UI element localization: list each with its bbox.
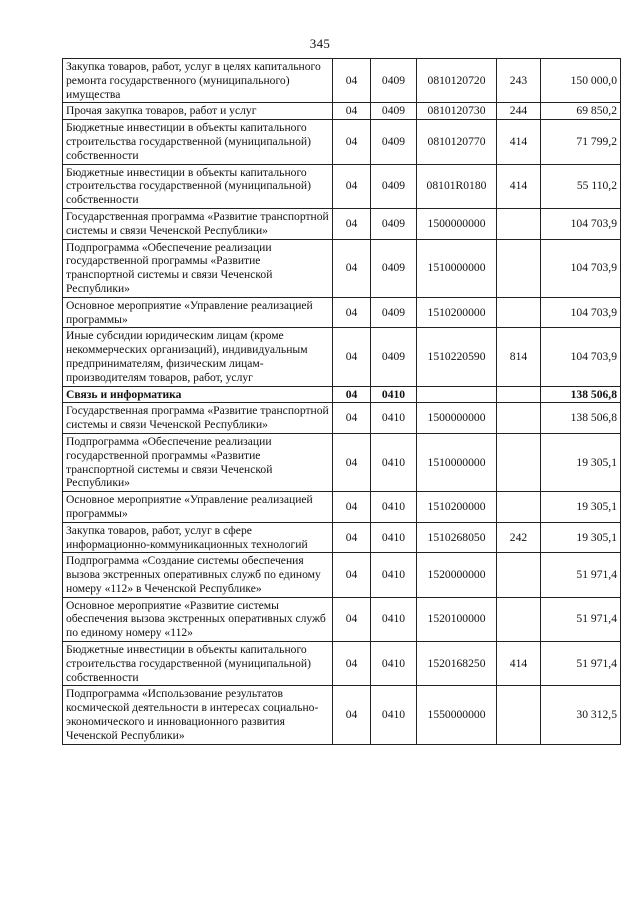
amount-cell: 19 305,1 — [541, 522, 621, 553]
section-code-cell: 04 — [333, 164, 371, 208]
table-row — [63, 492, 621, 523]
row-name-cell: Бюджетные инвестиции в объекты капитального строительства государственной (муниципальной) собственности — [63, 642, 333, 686]
row-name-cell: Иные субсидии юридическим лицам (кроме некоммерческих организаций), индивидуальным предпринимателям, физическим лицам-производителям товаров, работ, услуг — [63, 328, 333, 386]
expense-type-cell — [497, 597, 541, 641]
table-row — [63, 522, 621, 553]
subsection-code-cell: 0409 — [371, 103, 417, 120]
expense-type-cell — [497, 386, 541, 403]
subsection-code-cell: 0410 — [371, 522, 417, 553]
expense-type-cell — [497, 208, 541, 239]
amount-cell: 104 703,9 — [541, 239, 621, 297]
row-name-cell: Подпрограмма «Создание системы обеспечения вызова экстренных оперативных служб по единому номеру «112» в Чеченской Республике» — [63, 553, 333, 597]
expense-type-cell: 242 — [497, 522, 541, 553]
expense-type-cell: 814 — [497, 328, 541, 386]
table-row — [63, 403, 621, 434]
subsection-code-cell: 0410 — [371, 492, 417, 523]
amount-cell: 55 110,2 — [541, 164, 621, 208]
amount-cell: 104 703,9 — [541, 208, 621, 239]
subsection-code-cell: 0410 — [371, 403, 417, 434]
row-name-cell: Основное мероприятие «Управление реализацией программы» — [63, 297, 333, 328]
section-code-cell: 04 — [333, 492, 371, 523]
amount-cell: 104 703,9 — [541, 297, 621, 328]
table-row — [63, 59, 621, 103]
target-article-cell: 1510200000 — [417, 492, 497, 523]
subsection-code-cell: 0409 — [371, 208, 417, 239]
expense-type-cell — [497, 297, 541, 328]
subsection-code-cell: 0410 — [371, 433, 417, 491]
amount-cell: 138 506,8 — [541, 386, 621, 403]
subsection-code-cell: 0409 — [371, 297, 417, 328]
section-code-cell: 04 — [333, 597, 371, 641]
section-code-cell: 04 — [333, 403, 371, 434]
expense-type-cell — [497, 433, 541, 491]
target-article-cell: 1500000000 — [417, 403, 497, 434]
amount-cell: 19 305,1 — [541, 492, 621, 523]
target-article-cell: 08101R0180 — [417, 164, 497, 208]
expense-type-cell — [497, 239, 541, 297]
target-article-cell: 1500000000 — [417, 208, 497, 239]
row-name-cell: Основное мероприятие «Управление реализацией программы» — [63, 492, 333, 523]
section-code-cell: 04 — [333, 59, 371, 103]
amount-cell: 51 971,4 — [541, 553, 621, 597]
row-name-cell: Бюджетные инвестиции в объекты капитального строительства государственной (муниципальной) собственности — [63, 164, 333, 208]
subsection-code-cell: 0409 — [371, 164, 417, 208]
target-article-cell: 1510268050 — [417, 522, 497, 553]
subsection-code-cell: 0409 — [371, 59, 417, 103]
amount-cell: 71 799,2 — [541, 120, 621, 164]
subsection-code-cell: 0410 — [371, 597, 417, 641]
page-number: 345 — [309, 36, 331, 51]
amount-cell: 138 506,8 — [541, 403, 621, 434]
subsection-code-cell: 0410 — [371, 686, 417, 744]
target-article-cell: 1520168250 — [417, 642, 497, 686]
section-code-cell: 04 — [333, 386, 371, 403]
section-code-cell: 04 — [333, 328, 371, 386]
row-name-cell: Связь и информатика — [63, 386, 333, 403]
section-code-cell: 04 — [333, 553, 371, 597]
table-row — [63, 120, 621, 164]
amount-cell: 150 000,0 — [541, 59, 621, 103]
expense-type-cell — [497, 686, 541, 744]
section-code-cell: 04 — [333, 120, 371, 164]
table-row — [63, 208, 621, 239]
subsection-code-cell: 0409 — [371, 239, 417, 297]
table-row — [63, 642, 621, 686]
subsection-code-cell: 0410 — [371, 642, 417, 686]
target-article-cell: 0810120730 — [417, 103, 497, 120]
expense-type-cell: 243 — [497, 59, 541, 103]
target-article-cell: 1510220590 — [417, 328, 497, 386]
table-row — [63, 103, 621, 120]
amount-cell: 51 971,4 — [541, 597, 621, 641]
row-name-cell: Основное мероприятие «Развитие системы обеспечения вызова экстренных оперативных служб по единому номеру «112» — [63, 597, 333, 641]
row-name-cell: Закупка товаров, работ, услуг в целях капитального ремонта государственного (муниципального) имущества — [63, 59, 333, 103]
section-code-cell: 04 — [333, 522, 371, 553]
subsection-code-cell: 0409 — [371, 120, 417, 164]
expense-type-cell: 414 — [497, 164, 541, 208]
expense-type-cell — [497, 492, 541, 523]
expense-type-cell: 244 — [497, 103, 541, 120]
target-article-cell: 1520000000 — [417, 553, 497, 597]
table-row — [63, 239, 621, 297]
section-code-cell: 04 — [333, 433, 371, 491]
section-code-cell: 04 — [333, 208, 371, 239]
table-row — [63, 433, 621, 491]
amount-cell: 51 971,4 — [541, 642, 621, 686]
table-row — [63, 686, 621, 744]
table-row — [63, 328, 621, 386]
amount-cell: 69 850,2 — [541, 103, 621, 120]
target-article-cell — [417, 386, 497, 403]
budget-table — [62, 58, 621, 745]
row-name-cell: Подпрограмма «Обеспечение реализации государственной программы «Развитие транспортной системы и связи Чеченской Республики» — [63, 239, 333, 297]
expense-type-cell — [497, 553, 541, 597]
target-article-cell: 1510200000 — [417, 297, 497, 328]
target-article-cell: 0810120770 — [417, 120, 497, 164]
row-name-cell: Государственная программа «Развитие транспортной системы и связи Чеченской Республики» — [63, 208, 333, 239]
expense-type-cell — [497, 403, 541, 434]
table-row — [63, 553, 621, 597]
row-name-cell: Государственная программа «Развитие транспортной системы и связи Чеченской Республики» — [63, 403, 333, 434]
amount-cell: 30 312,5 — [541, 686, 621, 744]
target-article-cell: 1550000000 — [417, 686, 497, 744]
section-code-cell: 04 — [333, 239, 371, 297]
table-row — [63, 164, 621, 208]
amount-cell: 104 703,9 — [541, 328, 621, 386]
target-article-cell: 1510000000 — [417, 239, 497, 297]
row-name-cell: Подпрограмма «Использование результатов космической деятельности в интересах социально-экономического и инновационного развития Чеченской Республики» — [63, 686, 333, 744]
table-row — [63, 297, 621, 328]
table-row — [63, 386, 621, 403]
expense-type-cell: 414 — [497, 642, 541, 686]
row-name-cell: Закупка товаров, работ, услуг в сфере информационно-коммуникационных технологий — [63, 522, 333, 553]
row-name-cell: Бюджетные инвестиции в объекты капитального строительства государственной (муниципальной) собственности — [63, 120, 333, 164]
target-article-cell: 0810120720 — [417, 59, 497, 103]
expense-type-cell: 414 — [497, 120, 541, 164]
target-article-cell: 1510000000 — [417, 433, 497, 491]
subsection-code-cell: 0410 — [371, 553, 417, 597]
section-code-cell: 04 — [333, 297, 371, 328]
section-code-cell: 04 — [333, 686, 371, 744]
table-row — [63, 597, 621, 641]
row-name-cell: Подпрограмма «Обеспечение реализации государственной программы «Развитие транспортной системы и связи Чеченской Республики» — [63, 433, 333, 491]
budget-table-body — [63, 59, 621, 745]
subsection-code-cell: 0410 — [371, 386, 417, 403]
target-article-cell: 1520100000 — [417, 597, 497, 641]
row-name-cell: Прочая закупка товаров, работ и услуг — [63, 103, 333, 120]
section-code-cell: 04 — [333, 642, 371, 686]
subsection-code-cell: 0409 — [371, 328, 417, 386]
section-code-cell: 04 — [333, 103, 371, 120]
amount-cell: 19 305,1 — [541, 433, 621, 491]
